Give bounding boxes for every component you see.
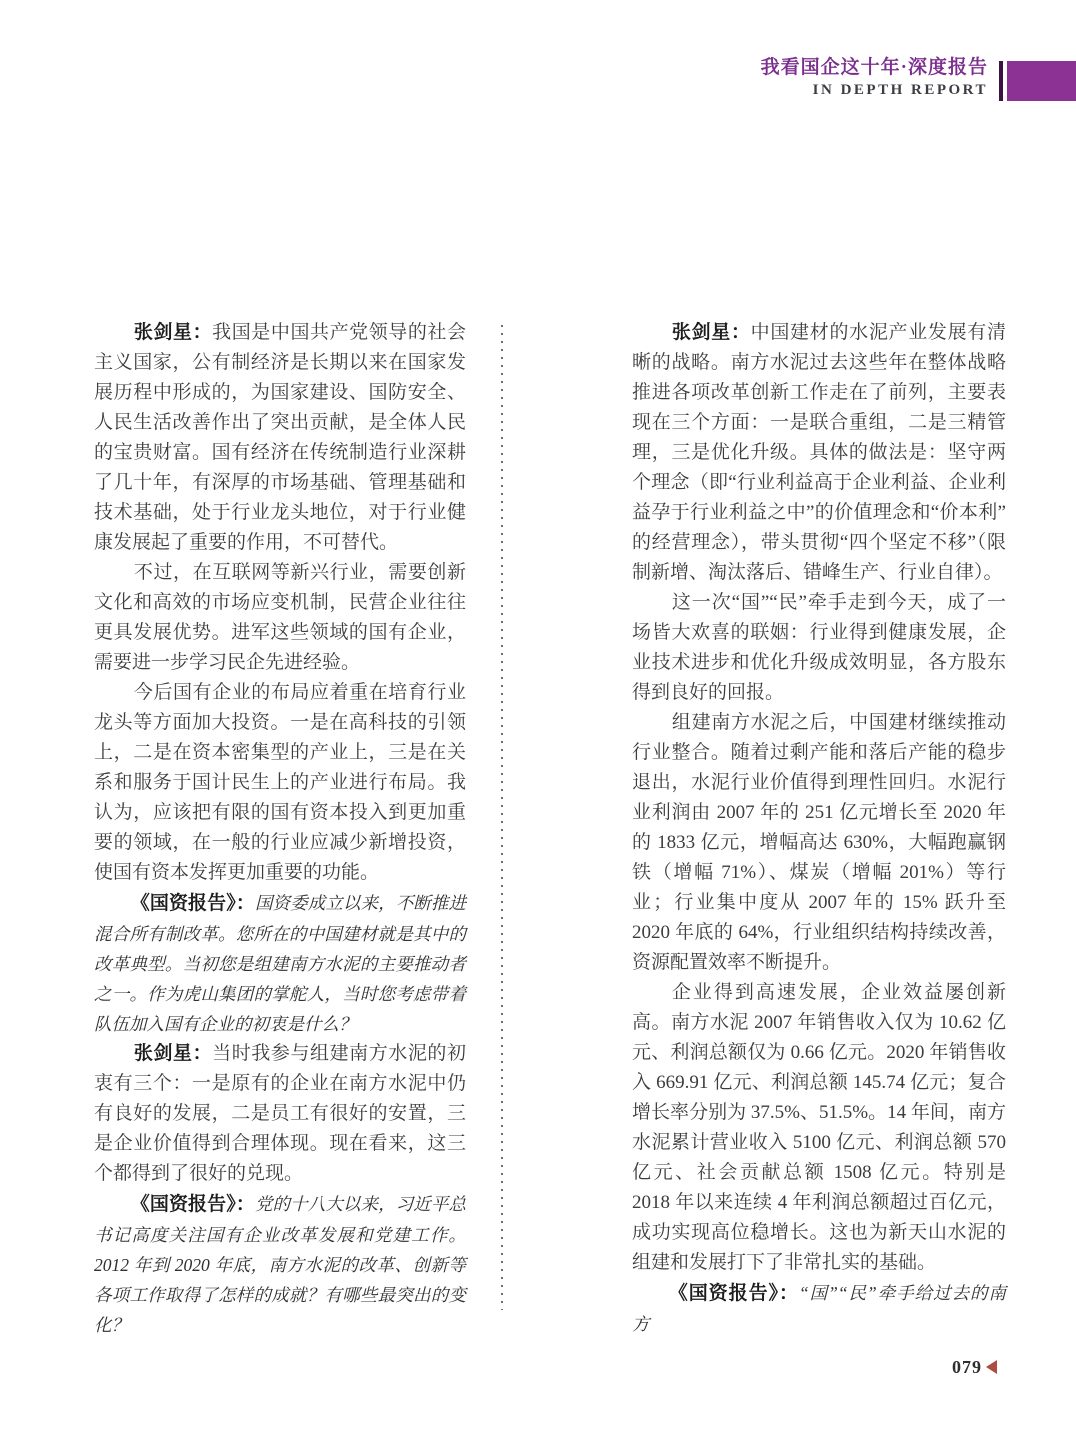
paragraph-text: 今后国有企业的布局应着重在培育行业龙头等方面加大投资。一是在高科技的引领上，二是在资本密集型的产业上，三是在关系和服务于国计民生上的产业进行布局。我认为，应该把有限的国有资本投入到更加重要的领域，在一般的行业应减少新增投资，使国有资本发挥更加重要的功能。 [94, 682, 466, 883]
page-number: 079 [952, 1357, 982, 1377]
speaker-label: 《国资报告》： [130, 1194, 255, 1215]
paragraph-text: 组建南方水泥之后，中国建材继续推动行业整合。随着过剩产能和落后产能的稳步退出，水泥行业价值得到理性回归。水泥行业利润由 2007 年的 251 亿元增长至 2020 年的 1833 亿元，增幅高达 630%，大幅跑赢钢铁（增幅 71%）、煤炭（增幅 201%）等行业；行业集中度从 2007 年的 15% 跃升至 2020 年底的 64%，行业组织结构持续改善，资源配置效率不断提升。 [632, 712, 1006, 973]
paragraph-text: 党的十八大以来，习近平总书记高度关注国有企业改革发展和党建工作。2012 年到 2020 年底，南方水泥的改革、创新等各项工作取得了怎样的成就？有哪些最突出的变化？ [94, 1194, 466, 1335]
column-divider-dotted [501, 325, 503, 1310]
paragraph-answer [632, 978, 1006, 1278]
header-accent-block [1007, 61, 1076, 101]
paragraph-answer [94, 678, 466, 888]
paragraph-text: 当时我参与组建南方水泥的初衷有三个：一是原有的企业在南方水泥中仍有良好的发展，二是员工有很好的安置，三是企业价值得到合理体现。现在看来，这三个都得到了很好的兑现。 [94, 1043, 466, 1184]
paragraph-answer [632, 708, 1006, 978]
paragraph-question [632, 1278, 1006, 1339]
speaker-label: 《国资报告》： [668, 1283, 799, 1304]
paragraph-answer [632, 318, 1006, 588]
paragraph-text: 中国建材的水泥产业发展有清晰的战略。南方水泥过去这些年在整体战略推进各项改革创新工作走在了前列，主要表现在三个方面：一是联合重组，二是三精管理，三是优化升级。具体的做法是：坚守两个理念（即“行业利益高于企业利益、企业利益孕于行业利益之中”的价值理念和“价本利”的经营理念），带头贯彻“四个坚定不移”（限制新增、淘汰落后、错峰生产、行业自律）。 [632, 322, 1006, 583]
paragraph-answer [94, 1039, 466, 1189]
column-right [632, 318, 1006, 1339]
paragraph-question [94, 1189, 466, 1340]
header-divider-line [999, 61, 1003, 101]
paragraph-text: 国资委成立以来，不断推进混合所有制改革。您所在的中国建材就是其中的改革典型。当初您是组建南方水泥的主要推动者之一。作为虎山集团的掌舵人，当时您考虑带着队伍加入国有企业的初衷是什么？ [94, 893, 466, 1034]
column-left [94, 318, 466, 1340]
header-title-cn: 我看国企这十年·深度报告 [760, 57, 988, 78]
paragraph-text: 企业得到高速发展，企业效益屡创新高。南方水泥 2007 年销售收入仅为 10.62 亿元、利润总额仅为 0.66 亿元。2020 年销售收入 669.91 亿元、利润总额 145.74 亿元；复合增长率分别为 37.5%、51.5%。14 年间，南方水泥累计营业收入 5100 亿元、利润总额 570 亿元、社会贡献总额 1508 亿元。特别是 2018 年以来连续 4 年利润总额超过百亿元，成功实现高位稳增长。这也为新天山水泥的组建和发展打下了非常扎实的基础。 [632, 982, 1006, 1273]
paragraph-text: 不过，在互联网等新兴行业，需要创新文化和高效的市场应变机制，民营企业往往更具发展优势。进军这些领域的国有企业，需要进一步学习民企先进经验。 [94, 562, 466, 673]
header-title-en: IN DEPTH REPORT [812, 82, 988, 98]
page-header [761, 58, 988, 98]
speaker-label: 张剑星： [671, 322, 751, 343]
paragraph-question [94, 888, 466, 1039]
paragraph-answer [94, 558, 466, 678]
paragraph-text: “国”“民”牵手给过去的南方 [632, 1283, 1006, 1334]
left-triangle-icon [986, 1360, 997, 1374]
paragraph-answer [632, 588, 1006, 708]
paragraph-text: 我国是中国共产党领导的社会主义国家，公有制经济是长期以来在国家发展历程中形成的，为国家建设、国防安全、人民生活改善作出了突出贡献，是全体人民的宝贵财富。国有经济在传统制造行业深耕了几十年，有深厚的市场基础、管理基础和技术基础，处于行业龙头地位，对于行业健康发展起了重要的作用，不可替代。 [94, 322, 466, 553]
speaker-label: 张剑星： [133, 1043, 213, 1064]
page-footer [952, 1358, 997, 1376]
paragraph-answer [94, 318, 466, 558]
speaker-label: 张剑星： [133, 322, 213, 343]
speaker-label: 《国资报告》： [130, 893, 255, 914]
paragraph-text: 这一次“国”“民”牵手走到今天，成了一场皆大欢喜的联姻：行业得到健康发展，企业技术进步和优化升级成效明显，各方股东得到良好的回报。 [632, 592, 1006, 703]
